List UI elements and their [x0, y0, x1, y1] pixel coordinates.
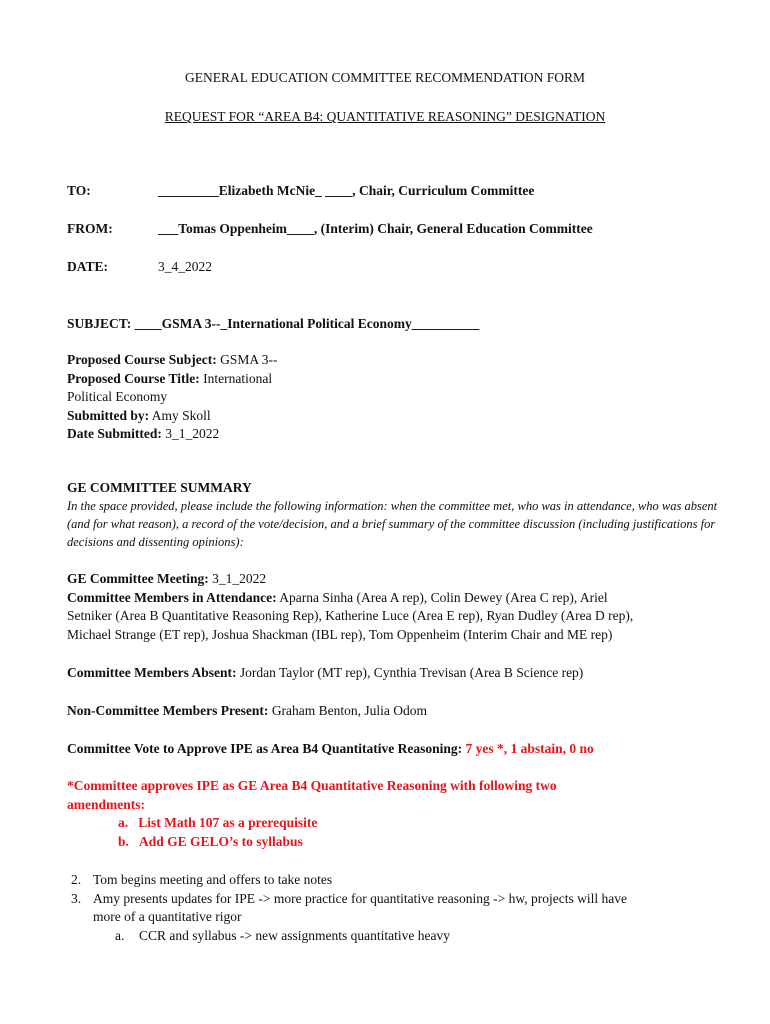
- list-marker: 2.: [71, 872, 82, 887]
- date-value: 3_4_2022: [158, 259, 212, 274]
- list-text: Tom begins meeting and offers to take notes: [93, 872, 333, 887]
- noncommittee-value: Graham Benton, Julia Odom: [271, 703, 428, 718]
- to-label: TO:: [67, 183, 91, 198]
- attendance-line-2: Setniker (Area B Quantitative Reasoning Rep), Katherine Luce (Area E rep), Ryan Dudley (Area D rep),: [67, 608, 634, 623]
- amendment-marker: b.: [118, 834, 129, 849]
- submitted-by-label: Submitted by:: [67, 407, 150, 423]
- subject-value: ____GSMA 3--_International Political Economy__________: [134, 316, 480, 331]
- amendment-b: [118, 833, 303, 852]
- noncommittee-label: Non-Committee Members Present:: [67, 703, 269, 718]
- notes-list: [67, 871, 717, 945]
- amendment-text: List Math 107 as a prerequisite: [138, 815, 318, 830]
- list-marker: 3.: [71, 890, 82, 906]
- list-item: [67, 890, 717, 927]
- members-absent: [67, 664, 717, 683]
- vote-label: Committee Vote to Approve IPE as Area B4 Quantitative Reasoning:: [67, 741, 463, 756]
- attendance-line-1: Aparna Sinha (Area A rep), Colin Dewey (Area C rep), Ariel: [279, 589, 608, 605]
- list-text: CCR and syllabus -> new assignments quantitative heavy: [139, 927, 450, 943]
- submitted-by-value: Amy Skoll: [151, 407, 211, 423]
- list-text: Amy presents updates for IPE -> more practice for quantitative reasoning -> hw, projects will have: [93, 890, 627, 906]
- approval-line-1: *Committee approves IPE as GE Area B4 Quantitative Reasoning with following two: [67, 778, 557, 793]
- memo-date: [67, 259, 212, 275]
- summary-heading: GE COMMITTEE SUMMARY: [67, 480, 252, 495]
- course-info: [67, 351, 717, 444]
- list-text: more of a quantitative rigor: [93, 909, 242, 924]
- form-title: GENERAL EDUCATION COMMITTEE RECOMMENDATION FORM: [185, 70, 585, 85]
- meeting-details: [67, 570, 717, 644]
- from-label: FROM:: [67, 221, 113, 236]
- subject-label: SUBJECT:: [67, 316, 132, 331]
- date-submitted-label: Date Submitted:: [67, 426, 162, 441]
- date-submitted-value: 3_1_2022: [165, 426, 220, 441]
- instructions-line: In the space provided, please include the following information: when the committee met, who was in attendance, who was absent: [67, 499, 718, 513]
- course-title-value-2: Political Economy: [67, 389, 168, 404]
- from-value: ___Tomas Oppenheim____, (Interim) Chair, General Education Committee: [158, 221, 593, 236]
- amendment-a: [118, 814, 317, 833]
- memo-from: [67, 221, 593, 237]
- meeting-value: 3_1_2022: [212, 571, 267, 586]
- list-marker: a.: [115, 927, 125, 943]
- committee-vote: [67, 740, 717, 759]
- list-subitem: [67, 927, 717, 946]
- course-subject-value: GSMA 3--: [220, 352, 278, 367]
- memo-subject: [67, 316, 479, 332]
- date-label: DATE:: [67, 259, 109, 274]
- meeting-label: GE Committee Meeting:: [67, 571, 209, 586]
- course-title-label: Proposed Course Title:: [67, 370, 200, 386]
- attendance-line-3: Michael Strange (ET rep), Joshua Shackman (IBL rep), Tom Oppenheim (Interim Chair and ME rep): [67, 626, 613, 642]
- summary-instructions: [67, 497, 717, 551]
- amendment-marker: a.: [118, 815, 129, 830]
- instructions-line: (and for what reason), a record of the vote/decision, and a brief summary of the committee discussion (including justifications for: [67, 517, 716, 531]
- approval-line-2: amendments:: [67, 796, 145, 812]
- noncommittee-present: [67, 702, 717, 721]
- memo-to: [67, 183, 534, 199]
- course-subject-label: Proposed Course Subject:: [67, 352, 217, 367]
- to-value: _________Elizabeth McNie_ ____, Chair, Curriculum Committee: [158, 183, 535, 198]
- instructions-line: decisions and dissenting opinions):: [67, 535, 244, 549]
- course-title-value-1: International: [203, 370, 273, 386]
- list-item: [67, 871, 717, 890]
- attendance-label: Committee Members in Attendance:: [67, 589, 277, 605]
- vote-value: 7 yes *, 1 abstain, 0 no: [465, 741, 594, 756]
- approval-statement: [67, 777, 717, 814]
- amendment-text: Add GE GELO’s to syllabus: [139, 834, 303, 849]
- absent-value: Jordan Taylor (MT rep), Cynthia Trevisan (Area B Science rep): [239, 665, 584, 680]
- absent-label: Committee Members Absent:: [67, 665, 237, 680]
- form-subtitle: REQUEST FOR “AREA B4: QUANTITATIVE REASONING” DESIGNATION: [164, 109, 606, 124]
